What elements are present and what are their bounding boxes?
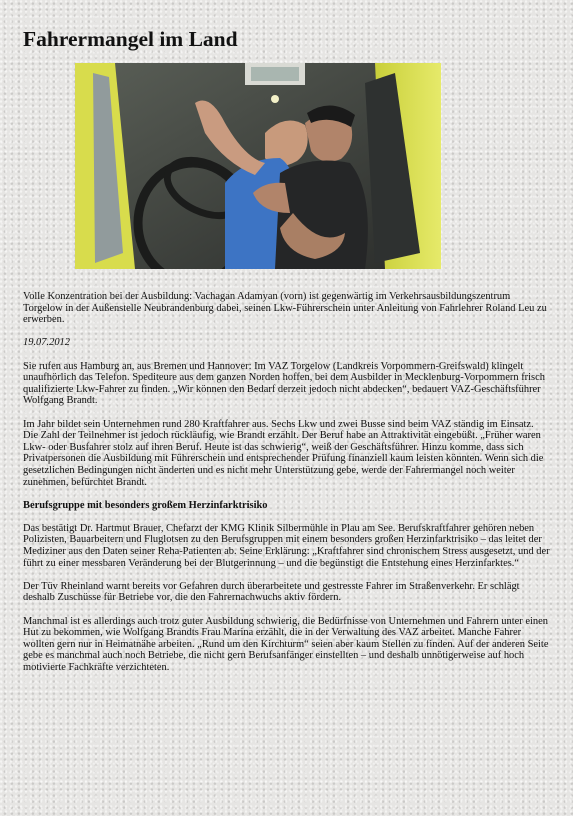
article-title: Fahrermangel im Land xyxy=(23,27,238,51)
truck-cab-photo-illustration xyxy=(75,63,441,269)
article-photo xyxy=(75,63,441,269)
paragraph-2: Im Jahr bildet sein Unternehmen rund 280 Kraftfahrer aus. Sechs Lkw und zwei Busse sind beim VAZ ständig im Einsatz. Die Zahl der Teilnehmer ist jedoch rückläufig, wie Brandt erzählt. Der Beruf habe an Attraktivität eingebüßt. „Früher waren Lkw- oder Busfahrer stolz auf ihren Beruf. Heute ist das schwierig“, weiß der Geschäftsführer. Hinzu komme, dass sich Privatpersonen die Ausbildung mit Führerschein und entsprechender Prüfung finanziell kaum leisten könnten. Wenn sich die gesetzlichen Bedingungen nicht änderten und es nicht mehr Unterstützung gebe, werde der Fahrermangel noch weiter zunehmen, befürchtet Brandt. xyxy=(23,418,544,488)
paragraph-5: Manchmal ist es allerdings auch trotz guter Ausbildung schwierig, die Bedürfnisse von Unternehmen und Fahrern unter einen Hut zu bekommen, wie Wolfgang Brandts Frau Marina erzählt, die in der Verwaltung des VAZ arbeitet. Manche Fahrer wollten gern nur in Heimatnähe arbeiten. „Rund um den Kirchturm“ seien aber kaum Stellen zu finden. Auf der anderen Seite gebe es manchmal auch noch Betriebe, die nicht gern Berufsanfänger einstellten – und deshalb unnötigerweise auf hoch motivierte Fachkräfte verzichteten. xyxy=(23,615,549,673)
article-body xyxy=(23,291,551,685)
publish-date: 19.07.2012 xyxy=(23,337,70,349)
paragraph-4: Der Tüv Rheinland warnt bereits vor Gefahren durch überarbeitete und gestresste Fahrer im Straßenverkehr. Er schlägt deshalb Zuschüsse für Betriebe vor, die den Fahrernachwuchs aktiv fördern. xyxy=(23,580,520,604)
paragraph-1: Sie rufen aus Hamburg an, aus Bremen und Hannover: Im VAZ Torgelow (Landkreis Vorpommern-Greifswald) klingelt unaufhörlich das Telefon. Spediteure aus dem ganzen Norden hoffen, bei dem Ausbilder in Mecklenburg-Vorpommern frisch qualifizierte Lkw-Fahrer zu finden. „Wir können den Bedarf derzeit jedoch nicht abdecken“, bedauert VAZ-Geschäftsführer Wolfgang Brandt. xyxy=(23,360,545,407)
paragraph-3: Das bestätigt Dr. Hartmut Brauer, Chefarzt der KMG Klinik Silbermühle in Plau am See. Berufskraftfahrer gehören neben Polizisten, Bauarbeitern und Fluglotsen zu den Berufsgruppen mit einem besonders großen Herzinfarktrisiko – das leitet der Mediziner aus den Daten seiner Reha-Patienten ab. Seine Erklärung: „Kraftfahrer sind chronischem Stress ausgesetzt, und der führt zu einer messbaren Veränderung bei der Blutgerinnung – und die begünstigt die Entstehung eines Herzinfarktes.“ xyxy=(23,522,550,569)
section-heading: Berufsgruppe mit besonders großem Herzinfarktrisiko xyxy=(23,499,268,511)
photo-caption: Volle Konzentration bei der Ausbildung: Vachagan Adamyan (vorn) ist gegenwärtig im Verkehrsausbildungszentrum Torgelow in der Außenstelle Neubrandenburg dabei, seinen Lkw-Führerschein unter Anleitung von Fahrlehrer Roland Leu zu erwerben. xyxy=(23,291,547,326)
